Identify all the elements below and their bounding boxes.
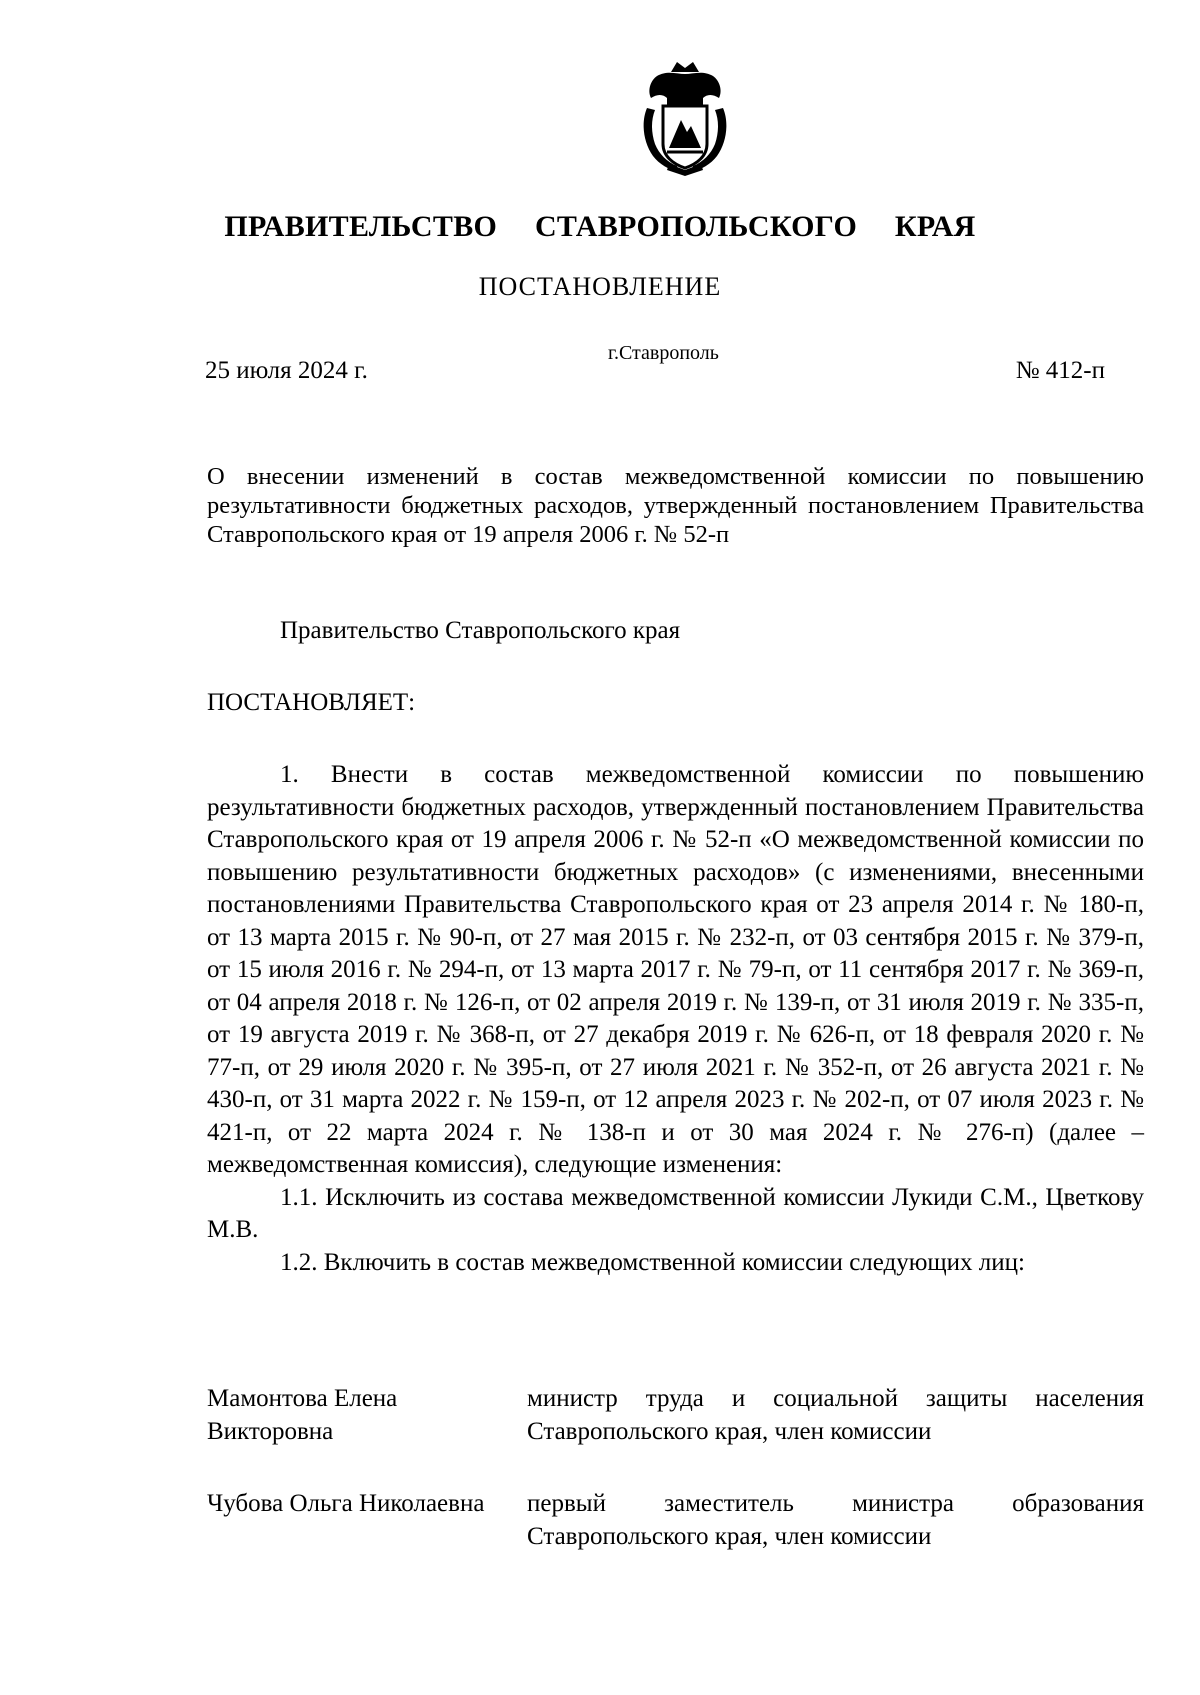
preamble-decree: ПОСТАНОВЛЯЕТ: <box>207 689 416 716</box>
members-list <box>207 1383 1144 1593</box>
member-name: Мамонтова Елена Викторовна <box>207 1385 398 1445</box>
document-date: 25 июля 2024 г. <box>205 357 368 384</box>
document-title: О внесении изменений в состав межведомственной комиссии по повышению результативности бюджетных расходов, утвержденный постановлением Правительства Ставропольского края от 19 апреля 2006 г. № 52-п <box>207 463 1144 548</box>
member-row <box>207 1383 1144 1448</box>
member-name: Чубова Ольга Николаевна <box>207 1490 485 1517</box>
item-1-2: 1.2. Включить в состав межведомственной комиссии следующих лиц: <box>280 1248 1025 1276</box>
member-row <box>207 1488 1144 1553</box>
document-number: № 412-п <box>1015 357 1105 384</box>
document-city: г.Ставрополь <box>608 342 719 364</box>
item-1-1: 1.1. Исключить из состава межведомственной комиссии Лукиди С.М., Цветкову М.В. <box>207 1183 1144 1243</box>
member-role: первый заместитель министра образования Ставропольского края, член комиссии <box>527 1490 1144 1550</box>
paragraph-1: 1. Внести в состав межведомственной комиссии по повышению результативности бюджетных расходов, утвержденный постановлением Правительства Ставропольского края от 19 апреля 2006 г. № 52-п «О межведомственной комиссии по повышению результативности бюджетных расходов» (с изменениями, внесенными постановлениями Правительства Ставропольского края от 23 апреля 2014 г. № 180-п, от 13 марта 2015 г. № 90-п, от 27 мая 2015 г. № 232-п, от 03 сентября 2015 г. № 379-п, от 15 июля 2016 г. № 294-п, от 13 марта 2017 г. № 79-п, от 11 сентября 2017 г. № 369-п, от 04 апреля 2018 г. № 126-п, от 02 апреля 2019 г. № 139-п, от 31 июля 2019 г. № 335-п, от 19 августа 2019 г. № 368-п, от 27 декабря 2019 г. № 626-п, от 18 февраля 2020 г. № 77-п, от 29 июля 2020 г. № 395-п, от 27 июля 2021 г. № 352-п, от 26 августа 2021 г. № 430-п, от 31 марта 2022 г. № 159-п, от 12 апреля 2023 г. № 202-п, от 07 июля 2023 г. № 421-п, от 22 марта 2024 г. № 138-п и от 30 мая 2024 г. № 276-п) (далее – межведомственная комиссия), следующие изменения: <box>207 761 1144 1178</box>
stavropol-coat-of-arms-icon <box>637 58 733 180</box>
preamble-government: Правительство Ставропольского края <box>280 617 681 644</box>
document-body <box>207 759 1144 1279</box>
member-role: министр труда и социальной защиты населения Ставропольского края, член комиссии <box>527 1385 1144 1445</box>
document-type: ПОСТАНОВЛЕНИЕ <box>478 272 722 301</box>
organization-title: ПРАВИТЕЛЬСТВО СТАВРОПОЛЬСКОГО КРАЯ <box>224 210 976 243</box>
